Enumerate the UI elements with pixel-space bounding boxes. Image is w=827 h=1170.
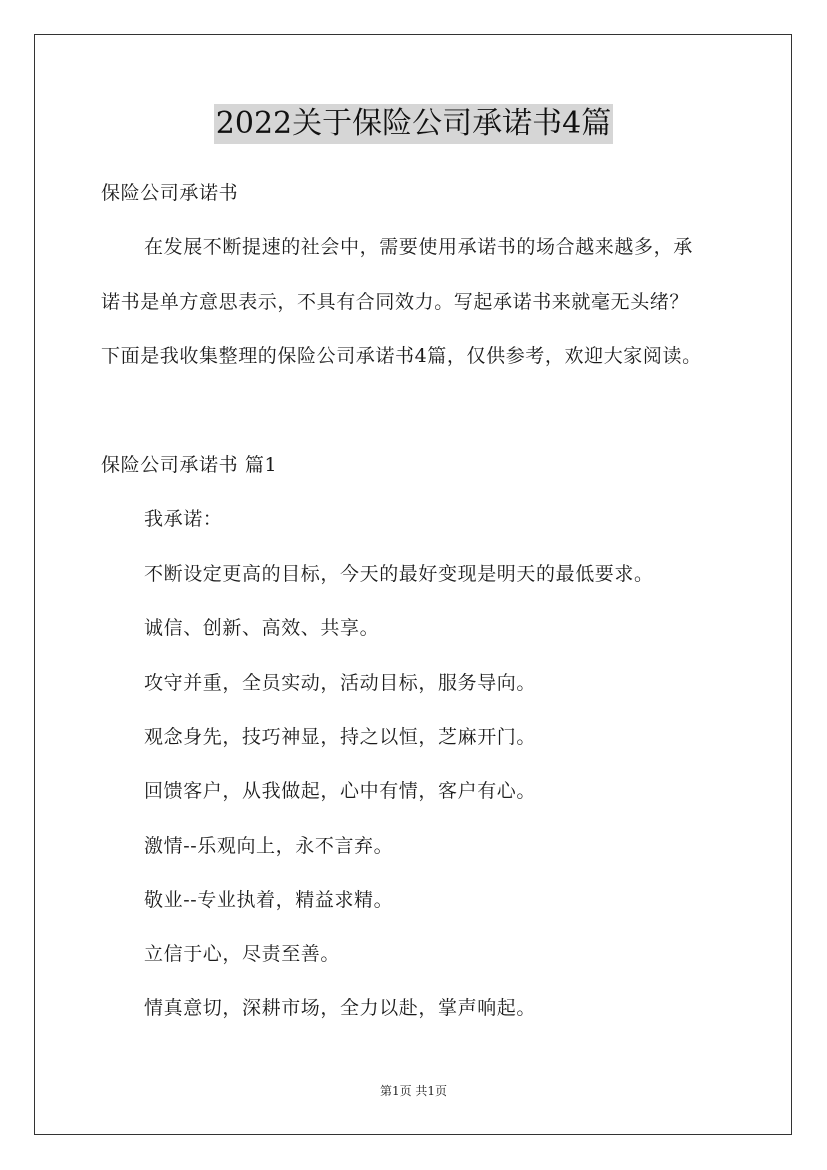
- body-paragraph: 攻守并重，全员实动，活动目标，服务导向。: [144, 672, 537, 694]
- intro-line-2: 诺书是单方意思表示，不具有合同效力。写起承诺书来就毫无头绪？: [101, 291, 690, 313]
- body-paragraph: 观念身先，技巧神显，持之以恒，芝麻开门。: [144, 726, 537, 748]
- body-paragraph: 敬业--专业执着，精益求精。: [144, 889, 394, 911]
- body-paragraph: 情真意切，深耕市场，全力以赴，掌声响起。: [144, 997, 537, 1019]
- document-subtitle: 保险公司承诺书: [101, 182, 239, 204]
- section-heading: 保险公司承诺书 篇1: [101, 454, 278, 476]
- body-paragraph: 我承诺：: [144, 508, 223, 530]
- body-paragraph: 回馈客户，从我做起，心中有情，客户有心。: [144, 780, 537, 802]
- intro-line-1: 在发展不断提速的社会中，需要使用承诺书的场合越来越多，承: [144, 236, 693, 258]
- body-paragraph: 立信于心，尽责至善。: [144, 943, 341, 965]
- body-paragraph: 不断设定更高的目标，今天的最好变现是明天的最低要求。: [144, 563, 654, 585]
- title-container: [0, 104, 827, 144]
- page-footer: 第1页 共1页: [379, 1084, 448, 1098]
- intro-line-3: 下面是我收集整理的保险公司承诺书4篇，仅供参考，欢迎大家阅读。: [101, 345, 702, 367]
- body-paragraph: 激情--乐观向上，永不言弃。: [144, 835, 394, 857]
- body-paragraph: 诚信、创新、高效、共享。: [144, 617, 380, 639]
- document-title: 2022关于保险公司承诺书4篇: [214, 104, 613, 144]
